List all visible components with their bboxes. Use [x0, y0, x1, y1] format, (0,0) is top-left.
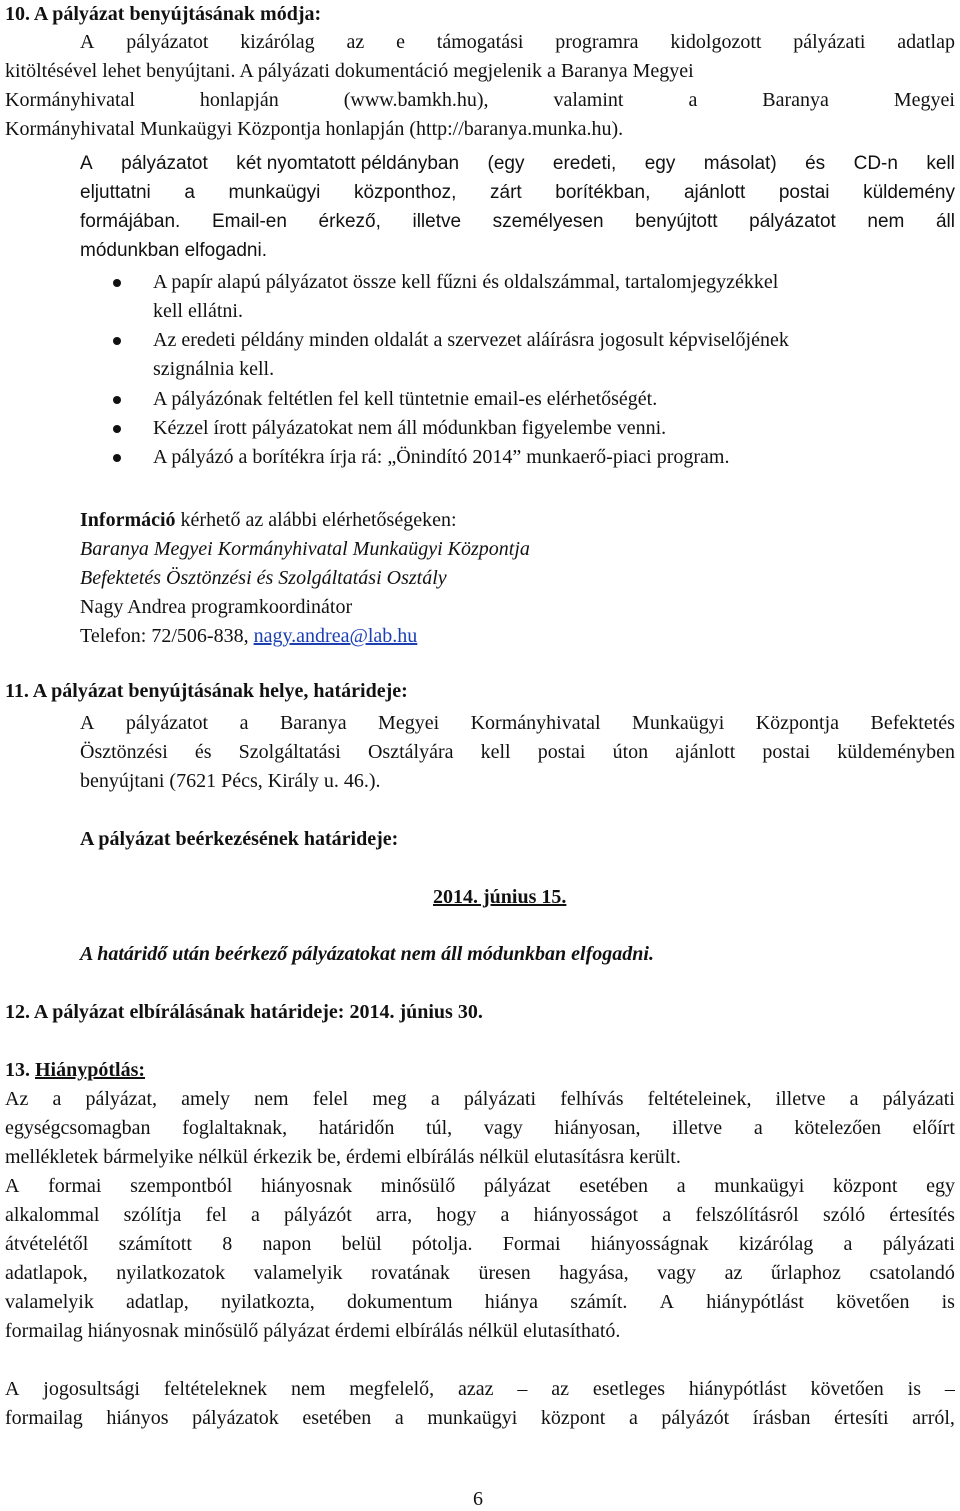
word: Email-en: [211, 211, 287, 232]
word: pályázati: [793, 31, 866, 53]
email-link[interactable]: nagy.andrea@lab.hu: [253, 625, 418, 647]
word: hogy: [436, 1204, 477, 1226]
para-line: [80, 181, 955, 205]
para-line: [5, 1406, 955, 1430]
bullet-text-cont: szignálnia kell.: [153, 358, 275, 380]
word: személyesen: [492, 211, 604, 232]
word: az: [346, 31, 365, 53]
word: csatolandó: [869, 1262, 955, 1284]
word: pályázatot: [126, 31, 209, 53]
bullet-dot: [113, 454, 121, 462]
info-label: Információ: [80, 509, 176, 531]
word: Szolgáltatási: [238, 741, 341, 763]
word: kizárólag: [738, 1233, 814, 1255]
word: (egy: [487, 153, 525, 174]
word: pályázat,: [85, 1088, 158, 1110]
info-phone: Telefon: 72/506-838,: [80, 625, 249, 647]
word: Baranya: [762, 89, 829, 111]
para-line: [80, 30, 955, 54]
word: benyújtott: [635, 211, 718, 232]
section-11-heading: 11. A pályázat benyújtásának helye, határideje:: [5, 680, 408, 702]
word: Az: [5, 1088, 29, 1110]
word: küldeményben: [837, 741, 955, 763]
word: kitöltésével lehet benyújtani. A pályázati dokumentáció megjelenik a Baranya Megyei: [5, 60, 694, 82]
word: –: [944, 1378, 955, 1400]
word: napon: [262, 1233, 312, 1255]
word: alkalommal: [5, 1204, 100, 1226]
word: valamelyik: [5, 1291, 94, 1313]
word: felszólításról: [695, 1204, 799, 1226]
word: belül: [341, 1233, 382, 1255]
word: a: [250, 1204, 260, 1226]
word: ajánlott: [683, 182, 746, 203]
word: rovatának: [371, 1262, 450, 1284]
word: vagy: [657, 1262, 697, 1284]
word: postai: [537, 741, 586, 763]
word: formai: [48, 1175, 102, 1197]
word: túl,: [426, 1117, 453, 1139]
word: és: [194, 741, 212, 763]
word: pályázati: [882, 1088, 955, 1110]
word: pályázati: [882, 1233, 955, 1255]
word: a: [628, 1407, 638, 1429]
late-note: A határidő után beérkező pályázatokat nem áll módunkban elfogadni.: [80, 943, 654, 965]
word: fel: [205, 1204, 227, 1226]
word: hiányos: [106, 1407, 169, 1429]
para-line: [5, 1174, 955, 1198]
word: minősülő: [380, 1175, 456, 1197]
word: adatlapok,: [5, 1262, 88, 1284]
bullet-dot: [113, 337, 121, 345]
word: dokumentum: [346, 1291, 453, 1313]
section-10-heading: 10. A pályázat benyújtásának módja:: [5, 3, 322, 25]
word: a: [753, 1117, 763, 1139]
word: Kormányhivatal Munkaügyi Központja honlapján (http://baranya.munka.hu).: [5, 118, 624, 140]
word: amely: [181, 1088, 231, 1110]
word: központhoz,: [353, 182, 457, 203]
word: kell: [926, 153, 955, 174]
para-line: [5, 1087, 955, 1111]
para-line: [80, 769, 381, 793]
word: érkező,: [318, 211, 381, 232]
word: két nyomtatott példányban: [236, 153, 460, 174]
word: hiányosnak: [261, 1175, 353, 1197]
word: a: [662, 1204, 672, 1226]
word: számít.: [570, 1291, 628, 1313]
para-line: [80, 239, 267, 263]
word: hagyása,: [559, 1262, 629, 1284]
word: egységcsomagban: [5, 1117, 151, 1139]
word: pályázót: [661, 1407, 730, 1429]
word: A: [5, 1175, 20, 1197]
word: borítékban,: [555, 182, 651, 203]
word: a: [843, 1233, 853, 1255]
deadline-title: A pályázat beérkezésének határideje:: [80, 828, 399, 850]
word: is: [941, 1291, 955, 1313]
para-line: [5, 1145, 681, 1169]
word: CD-n: [853, 153, 898, 174]
word: illetve: [412, 211, 462, 232]
para-line: [5, 1261, 955, 1285]
word: adatlap: [897, 31, 955, 53]
word: programra: [555, 31, 639, 53]
word: Ösztönzési: [80, 741, 168, 763]
word: és: [805, 153, 826, 174]
word: formailag hiányosnak minősülő pályázat érdemi elbírálás nélkül elutasítható.: [5, 1320, 621, 1342]
word: jogosultsági: [43, 1378, 140, 1400]
word: pályázatot: [125, 712, 209, 734]
word: hiányosságot: [533, 1204, 639, 1226]
word: követően: [836, 1291, 910, 1313]
word: eljuttatni: [80, 182, 151, 203]
para-line: [5, 1319, 620, 1343]
word: pályázati: [463, 1088, 537, 1110]
word: központ: [540, 1407, 606, 1429]
word: egy: [926, 1175, 955, 1197]
word: munkaügyi: [228, 182, 321, 203]
word: a: [430, 1088, 440, 1110]
word: pótolja.: [411, 1233, 473, 1255]
word: nem: [290, 1378, 326, 1400]
word: központ: [832, 1175, 898, 1197]
word: arról,: [912, 1407, 955, 1429]
word: áll: [935, 211, 955, 232]
word: hiányosságnak: [590, 1233, 709, 1255]
word: határidőn: [318, 1117, 395, 1139]
word: ajánlott: [675, 741, 736, 763]
word: feltételeinek,: [647, 1088, 752, 1110]
word: szólítja: [123, 1204, 182, 1226]
word: e: [396, 31, 405, 53]
word: számított: [118, 1233, 192, 1255]
word: –: [517, 1378, 528, 1400]
word: pályázatok: [192, 1407, 279, 1429]
word: postai: [778, 182, 830, 203]
word: foglaltaknak,: [182, 1117, 288, 1139]
word: (www.bamkh.hu),: [343, 89, 489, 111]
word: formájában.: [80, 211, 181, 232]
word: kidolgozott: [670, 31, 762, 53]
word: A: [80, 153, 93, 174]
word: az: [551, 1378, 569, 1400]
word: küldemény: [863, 182, 955, 203]
word: munkaügyi: [427, 1407, 518, 1429]
para-line: [5, 117, 623, 141]
word: követően: [810, 1378, 884, 1400]
word: Formai: [502, 1233, 561, 1255]
para-line: [5, 1232, 955, 1256]
word: Osztályára: [367, 741, 454, 763]
word: zárt: [490, 182, 522, 203]
bullet-dot: [113, 425, 121, 433]
word: feltételeknek: [163, 1378, 268, 1400]
word: nem: [867, 211, 905, 232]
section-13-number: 13.: [5, 1059, 30, 1081]
word: pályázatot: [749, 211, 836, 232]
para-line: [5, 1116, 955, 1140]
word: kötelezően: [794, 1117, 881, 1139]
bullet-dot: [113, 396, 121, 404]
word: a: [676, 1175, 686, 1197]
word: szóló: [822, 1204, 866, 1226]
word: űrlaphoz: [770, 1262, 841, 1284]
word: felel: [312, 1088, 349, 1110]
page-number: 6: [473, 1488, 483, 1510]
word: kell: [480, 741, 511, 763]
para-line: [80, 152, 955, 176]
section-13-title: Hiánypótlás:: [35, 1059, 146, 1081]
bullet-text: Az eredeti példány minden oldalát a szervezet aláírásra jogosult képviselőjének: [153, 329, 789, 351]
bullet-dot: [113, 279, 121, 287]
word: honlapján: [199, 89, 279, 111]
para-line: [5, 1377, 955, 1401]
info-text: kérhető az alábbi elérhetőségeken:: [180, 509, 457, 531]
word: egy: [644, 153, 676, 174]
para-line: [80, 740, 955, 764]
word: értesítés: [889, 1204, 955, 1226]
word: a: [849, 1088, 859, 1110]
word: másolat): [703, 153, 777, 174]
word: meg: [372, 1088, 407, 1110]
word: kizárólag: [240, 31, 315, 53]
word: hiánypótlást: [706, 1291, 804, 1313]
bullet-text: Kézzel írott pályázatokat nem áll módunkban figyelembe venni.: [153, 417, 667, 439]
bullet-text: A papír alapú pályázatot össze kell fűzni és oldalszámmal, tartalomjegyzékkel: [153, 271, 779, 293]
word: A: [5, 1378, 20, 1400]
word: értesíti: [834, 1407, 889, 1429]
word: a: [500, 1204, 510, 1226]
word: pályázat: [483, 1175, 551, 1197]
word: támogatási: [436, 31, 524, 53]
word: írásban: [752, 1407, 811, 1429]
word: felhívás: [560, 1088, 624, 1110]
info-line: [80, 508, 457, 532]
word: is: [907, 1378, 921, 1400]
para-line: [5, 1290, 955, 1314]
word: átvételétől: [5, 1233, 89, 1255]
word: a: [52, 1088, 62, 1110]
word: a: [394, 1407, 404, 1429]
word: A: [659, 1291, 675, 1313]
bullet-text-cont: kell ellátni.: [153, 300, 243, 322]
word: hiányosan,: [554, 1117, 641, 1139]
word: formailag: [5, 1407, 83, 1429]
word: Kormányhivatal: [470, 712, 601, 734]
word: pályázatot: [121, 153, 208, 174]
word: a: [688, 89, 698, 111]
word: esetében: [579, 1175, 649, 1197]
para-line: [5, 59, 694, 83]
word: Megyei: [378, 712, 440, 734]
word: nyilatkozta,: [220, 1291, 315, 1313]
word: A: [80, 31, 95, 53]
word: az: [724, 1262, 743, 1284]
word: Munkaügyi: [632, 712, 725, 734]
para-line: [5, 88, 955, 112]
word: esetleges: [592, 1378, 666, 1400]
word: azaz: [458, 1378, 494, 1400]
word: a: [184, 182, 195, 203]
word: 8: [222, 1233, 233, 1255]
word: benyújtani (7621 Pécs, Király u. 46.).: [80, 770, 381, 792]
word: illetve: [672, 1117, 723, 1139]
section-13-heading: [5, 1058, 145, 1082]
para-line: [80, 210, 955, 234]
word: Befektetés: [870, 712, 955, 734]
word: hiánya: [484, 1291, 539, 1313]
section-12: 12. A pályázat elbírálásának határideje: 2014. június 30.: [5, 1001, 483, 1023]
word: arra,: [376, 1204, 413, 1226]
word: postai: [762, 741, 811, 763]
word: nyilatkozatok: [116, 1262, 226, 1284]
word: A: [80, 712, 95, 734]
word: eredeti,: [552, 153, 617, 174]
word: esetében: [302, 1407, 372, 1429]
word: nem: [254, 1088, 289, 1110]
word: pályázót: [284, 1204, 352, 1226]
word: illetve: [775, 1088, 826, 1110]
deadline-date: 2014. június 15.: [433, 886, 567, 908]
word: módunkban elfogadni.: [80, 240, 267, 261]
word: valamelyik: [253, 1262, 343, 1284]
word: adatlap,: [126, 1291, 189, 1313]
info-org: Baranya Megyei Kormányhivatal Munkaügyi Központja: [80, 538, 530, 560]
word: üresen: [478, 1262, 531, 1284]
bullet-text: A pályázónak feltétlen fel kell tüntetnie email-es elérhetőségét.: [153, 388, 658, 410]
info-contact: Nagy Andrea programkoordinátor: [80, 596, 353, 618]
word: hiánypótlást: [688, 1378, 787, 1400]
word: valamint: [553, 89, 624, 111]
word: előírt: [912, 1117, 955, 1139]
bullet-text: A pályázó a borítékra írja rá: „Önindító 2014” munkaerő-piaci program.: [153, 446, 730, 468]
para-line: [80, 711, 955, 735]
word: Megyei: [893, 89, 955, 111]
word: vagy: [483, 1117, 523, 1139]
info-dept: Befektetés Ösztönzési és Szolgáltatási Osztály: [80, 567, 447, 589]
word: Baranya: [279, 712, 347, 734]
word: Kormányhivatal: [5, 89, 135, 111]
word: a: [239, 712, 249, 734]
word: mellékletek bármelyike nélkül érkezik be, érdemi elbírálás nélkül elutasításra került.: [5, 1146, 681, 1168]
word: munkaügyi: [714, 1175, 805, 1197]
word: Központja: [755, 712, 840, 734]
word: úton: [612, 741, 649, 763]
para-line: [5, 1203, 955, 1227]
word: megfelelő,: [349, 1378, 435, 1400]
info-phone-line: [80, 624, 417, 648]
word: szempontból: [130, 1175, 233, 1197]
